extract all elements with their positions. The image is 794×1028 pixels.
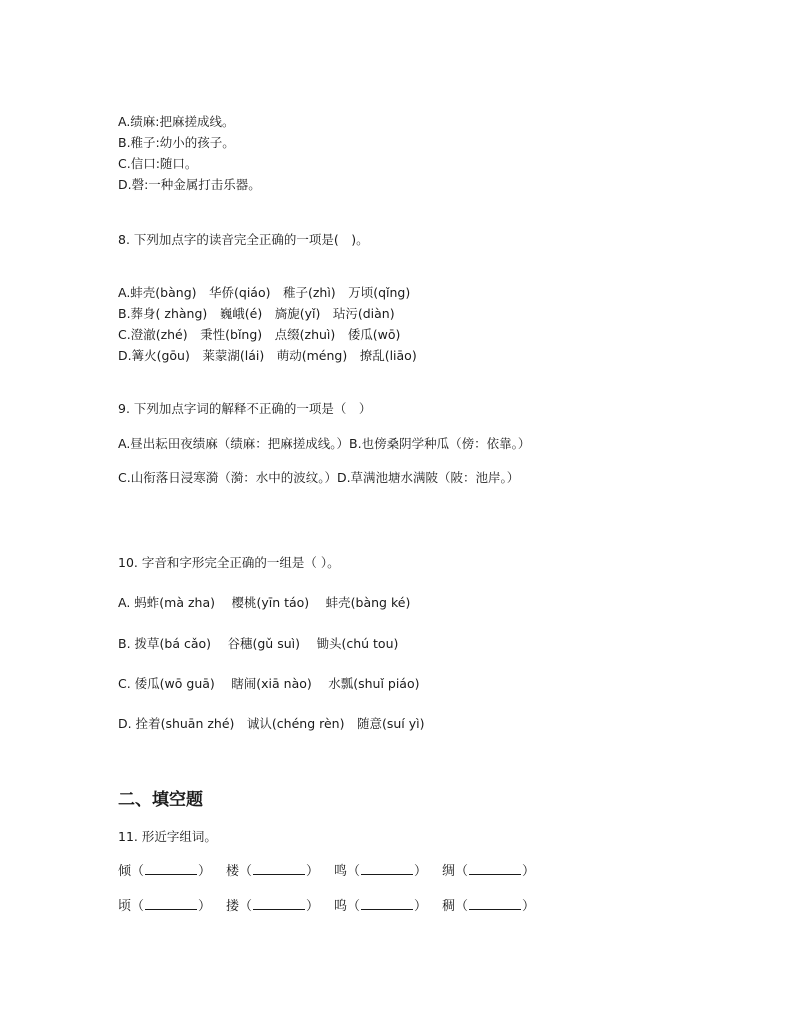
q8-option-b: B.葬身( zhàng) 巍峨(é) 旖旎(yǐ) 玷污(diàn) <box>118 306 395 321</box>
q11-row-1 <box>118 862 550 881</box>
q10-option-a: A. 蚂蚱(mà zha) 樱桃(yīn táo) 蚌壳(bàng ké) <box>118 595 411 610</box>
q8-stem: 8. 下列加点字的读音完全正确的一项是( )。 <box>118 232 369 247</box>
q7-option-b: B.稚子:幼小的孩子。 <box>118 135 235 150</box>
q7-option-c: C.信口:随口。 <box>118 156 198 171</box>
q10-option-d: D. 拴着(shuān zhé) 诚认(chéng rèn) 随意(suí yì) <box>118 716 425 731</box>
answer-blank[interactable] <box>469 897 521 910</box>
section-title: 二、填空题 <box>118 790 203 810</box>
answer-blank[interactable] <box>361 862 413 875</box>
answer-blank[interactable] <box>469 862 521 875</box>
fill-cell[interactable]: 鸣（ ） <box>334 864 428 879</box>
fill-cell[interactable]: 楼（ ） <box>226 864 320 879</box>
fill-cell[interactable]: 搂（ ） <box>226 899 320 914</box>
q8-option-c: C.澄澈(zhé) 秉性(bǐng) 点缀(zhuì) 倭瓜(wō) <box>118 327 401 342</box>
q7-option-a: A.绩麻:把麻搓成线。 <box>118 114 235 129</box>
q9-stem: 9. 下列加点字词的解释不正确的一项是（ ） <box>118 401 372 416</box>
fill-cell[interactable]: 呜（ ） <box>334 899 428 914</box>
answer-blank[interactable] <box>253 862 305 875</box>
answer-blank[interactable] <box>145 862 197 875</box>
q10-stem: 10. 字音和字形完全正确的一组是（ ）。 <box>118 555 340 570</box>
q7-option-d: D.磬:一种金属打击乐器。 <box>118 177 261 192</box>
q11-row-2 <box>118 897 550 916</box>
fill-cell[interactable]: 绸（ ） <box>442 864 536 879</box>
fill-cell[interactable]: 稠（ ） <box>442 899 536 914</box>
q11-stem: 11. 形近字组词。 <box>118 829 217 844</box>
q10-option-b: B. 拨草(bá cǎo) 谷穗(gǔ suì) 锄头(chú tou) <box>118 636 399 651</box>
answer-blank[interactable] <box>253 897 305 910</box>
fill-cell[interactable]: 顷（ ） <box>118 899 212 914</box>
q9-line-ab: A.昼出耘田夜绩麻（绩麻：把麻搓成线。）B.也傍桑阴学种瓜（傍：依靠。） <box>118 436 531 451</box>
q9-line-cd: C.山衔落日浸寒漪（漪：水中的波纹。）D.草满池塘水满陂（陂：池岸。） <box>118 470 520 485</box>
q8-option-a: A.蚌壳(bàng) 华侨(qiáo) 稚子(zhì) 万顷(qǐng) <box>118 285 411 300</box>
fill-cell[interactable]: 倾（ ） <box>118 864 212 879</box>
answer-blank[interactable] <box>361 897 413 910</box>
answer-blank[interactable] <box>145 897 197 910</box>
q8-option-d: D.篝火(gōu) 莱蒙湖(lái) 萌动(méng) 撩乱(liāo) <box>118 348 417 363</box>
q10-option-c: C. 倭瓜(wō guā) 瞎闹(xiā nào) 水瓢(shuǐ piáo) <box>118 676 420 691</box>
